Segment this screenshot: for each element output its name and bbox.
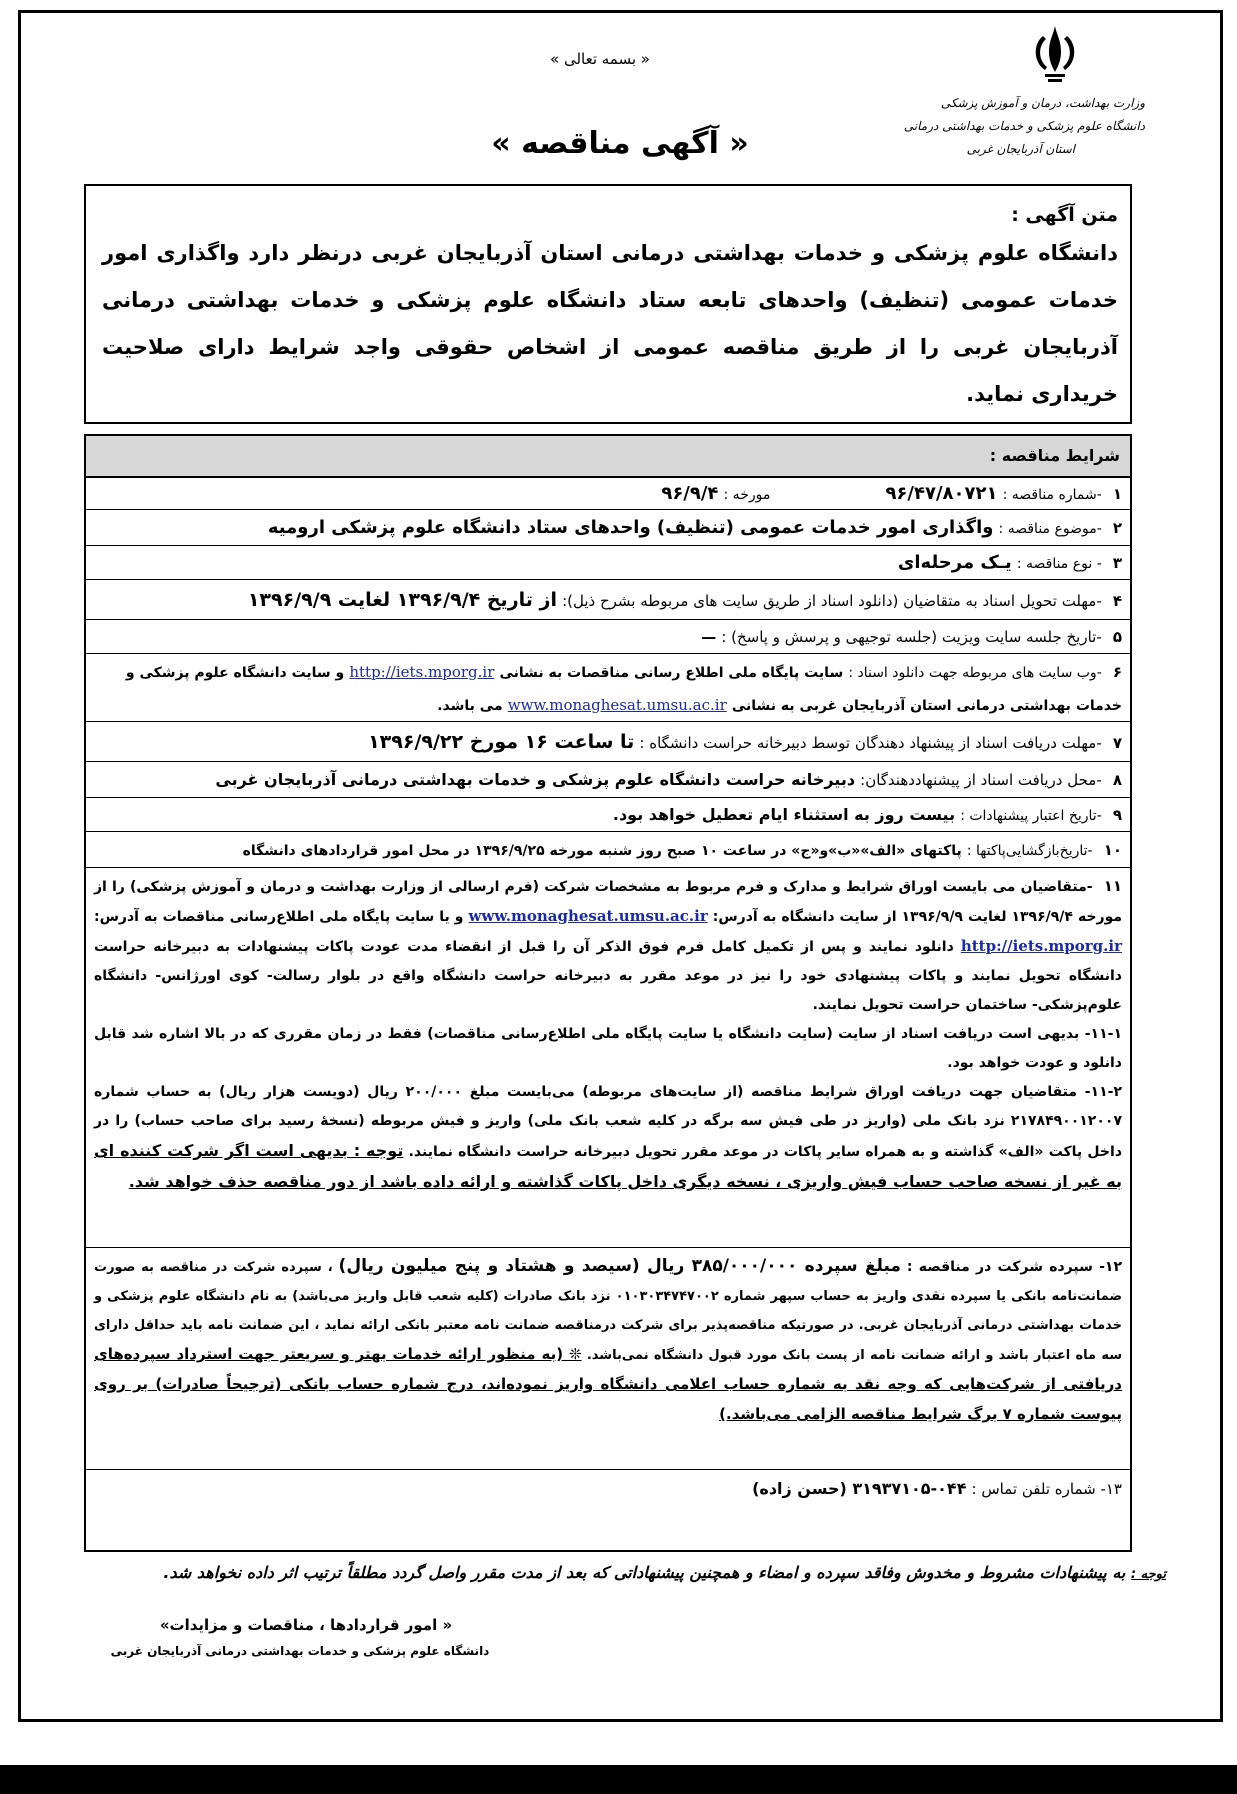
condition-row-12	[86, 1248, 1130, 1470]
submission-place: دبیرخانه حراست دانشگاه علوم پزشکی و خدمات بهداشتی درمانی آذربایجان غربی	[215, 770, 856, 789]
row-label: -تاریخ‌بازگشایی‌پاکتها :	[966, 843, 1093, 859]
row-11-text-a: -متقاضیان می بایست اوراق شرایط و مدارک و فرم مربوط به مشخصات شرکت (فرم ارسالی از وزارت بهداشت و درمان و آموزش پزشکی) را از مورخه ۱۳۹۶/۹/۴ لغایت ۱۳۹۶/۹/۹ از سایت دانشگاه به آدرس:	[94, 879, 1123, 925]
signature-university: دانشگاه علوم پزشکی و خدمات بهداشتی درمانی آذربایجان غربی	[110, 1644, 490, 1658]
row-label: -تاریخ جلسه سایت ویزیت (جلسه توجیهی و پرسش و پاسخ) :	[721, 628, 1102, 646]
condition-row-11	[86, 868, 1130, 1248]
row-11-2-paragraph	[94, 1078, 1122, 1198]
tender-date: ۹۶/۹/۴	[661, 483, 719, 504]
condition-row-10	[86, 832, 1130, 868]
row-label: -شماره مناقصه :	[1002, 487, 1102, 503]
row-11-2-warning: توجه : بدیهی است اگر شرکت کننده ای به غیر از نسخه صاحب حساب فیش واریزی ، نسخه دیگری داخل پاکات گذاشته و ارائه داده باشد از دور مناقصه حذف خواهد شد.	[94, 1141, 1122, 1191]
condition-row-7	[86, 722, 1130, 762]
page-title: « آگهی مناقصه »	[491, 126, 749, 161]
row-11-paragraph-1	[94, 872, 1122, 1020]
offer-validity: بیست روز به استثناء ایام تعطیل خواهد بود.	[612, 805, 956, 824]
download-period: از تاریخ ۱۳۹۶/۹/۴ لغایت ۱۳۹۶/۹/۹	[247, 589, 557, 611]
monaghesat-link[interactable]: www.monaghesat.umsu.ac.ir	[507, 696, 727, 714]
row-label: -محل دریافت اسناد از پیشنهاددهندگان:	[860, 771, 1102, 789]
row-label: -تاریخ اعتبار پیشنهادات :	[960, 808, 1102, 824]
signature-department: « امور قراردادها ، مناقصات و مزایدات»	[159, 1616, 453, 1634]
row-label: -مهلت دریافت اسناد از پیشنهاد دهندگان توسط دبیرخانه حراست دانشگاه :	[639, 734, 1102, 752]
row-number: ۹	[1112, 806, 1122, 824]
tender-number: ۹۶/۴۷/۸۰۷۲۱	[885, 483, 998, 504]
row-number: ۵	[1112, 628, 1122, 646]
date-label: مورخه :	[723, 487, 771, 503]
row-11-2-text: ۱۱-۲- متقاضیان جهت دریافت اوراق شرایط مناقصه (از سایت‌های مربوطه) می‌بایست مبلغ ۲۰۰/۰۰۰ ریال (دویست هزار ریال) به حساب شماره ۲۱۷۸۴۹۰۰۱۲۰۰۷ نزد بانک ملی (واریز در طی فیش سه برگه در کلیه شعب بانک ملی) واریز و فیش مربوطه (نسخهٔ رسید برای صاحب حساب) را در داخل پاکت «الف» گذاشته و به همراه سایر پاکات در موعد مقرر تحویل دبیرخانه حراست دانشگاه نمایند.	[94, 1084, 1122, 1160]
university-site-text: و سایت دانشگاه علوم پزشکی و خدمات بهداشتی درمانی استان آذربایجان غربی به نشانی	[125, 665, 1122, 714]
notice-box	[84, 184, 1132, 424]
row-number: ۱	[1112, 485, 1122, 503]
condition-row-2	[86, 510, 1130, 546]
tender-type: یـک مرحله‌ای	[897, 552, 1012, 573]
row-11-text-b: و یا سایت پایگاه ملی اطلاع‌رسانی مناقصات به آدرس:	[94, 909, 464, 925]
row-label: -وب سایت های مربوطه جهت دانلود اسناد :	[848, 665, 1102, 681]
note-label: توجه :	[1130, 1567, 1166, 1582]
ministry-line-3: استان آذربایجان غربی	[966, 142, 1075, 156]
ministry-line-1: وزارت بهداشت، درمان و آموزش پزشکی	[940, 96, 1145, 110]
site-visit-date: —	[701, 628, 717, 646]
deposit-amount: مبلغ سپرده ۳۸۵/۰۰۰/۰۰۰ ریال (سیصد و هشتاد و پنج میلیون ریال)	[338, 1256, 901, 1276]
iets-link-2[interactable]: http://iets.mporg.ir	[960, 937, 1122, 955]
condition-row-3	[86, 546, 1130, 580]
condition-row-8	[86, 762, 1130, 798]
iets-text: سایت پایگاه ملی اطلاع رسانی مناقصات به نشانی	[499, 665, 844, 681]
row-number: ۴	[1112, 592, 1122, 610]
row-number: ۱۱	[1103, 877, 1123, 895]
row-number: ۸	[1112, 771, 1122, 789]
deposit-refund-note: ❊ (به منظور ارائه خدمات بهتر و سریعتر جهت استرداد سپرده‌های دریافتی از شرکت‌هایی که وجه نقد به شماره حساب اعلامی دانشگاه واریز نموده‌اند، درج شماره حساب بانکی (ترجیحاً صادرات) بر روی پیوست شماره ۷ برگ شرایط مناقصه الزامی می‌باشد.)	[94, 1345, 1122, 1423]
row-number: ۲	[1112, 519, 1122, 537]
iran-emblem-icon	[1023, 22, 1087, 84]
condition-row-6	[86, 654, 1130, 722]
row-label: ۱۳- شماره تلفن تماس :	[971, 1480, 1122, 1498]
condition-row-13	[86, 1470, 1130, 1508]
submission-deadline: تا ساعت ۱۶ مورخ ۱۳۹۶/۹/۲۲	[368, 731, 635, 753]
condition-row-9	[86, 798, 1130, 832]
row-label: -موضوع مناقصه :	[998, 521, 1102, 537]
tender-subject: واگذاری امور خدمات عمومی (تنظیف) واحدهای ستاد دانشگاه علوم پزشکی ارومیه	[267, 517, 994, 538]
condition-row-5	[86, 620, 1130, 654]
footer-note	[66, 1560, 1166, 1588]
opening-time: پاکتهای «الف»«ب»و«ج» در ساعت ۱۰ صبح روز شنبه مورخه ۱۳۹۶/۹/۲۵ در محل امور قراردادهای دانشگاه	[242, 843, 962, 859]
iets-link[interactable]: http://iets.mporg.ir	[349, 663, 495, 681]
bottom-bar	[0, 1765, 1237, 1794]
row-label: - نوع مناقصه :	[1016, 556, 1102, 572]
row-11-text-c: دانلود نمایند و پس از تکمیل کامل فرم فوق الذکر آن را قبل از انقضاء مدت عودت پاکات پیشنهادات به دبیرخانه حراست دانشگاه تحویل نمایند و پاکات پیشنهادی خود را نیز در موعد مقرر به دبیرخانه حراست دانشگاه واقع در بلوار رسالت- کوی اورژانس- دانشگاه علوم‌پزشکی- ساختمان حراست تحویل نمایند.	[94, 939, 1122, 1013]
deposit-details: ، سپرده شرکت در مناقصه به صورت ضمانت‌نامه بانکی یا سپرده نقدی واریز به حساب سپهر شماره ۰۱۰۳۰۳۴۷۴۷۰۰۲ نزد بانک صادرات (کلیه شعب قابل واریز می‌باشد) به نام دانشگاه علوم پزشکی و خدمات بهداشتی درمانی آذربایجان غربی. در صورتیکه مناقصه‌پذیر برای شرکت درمناقصه ضمانت نامه معتبر بانکی ارائه نماید ، این ضمانت نامه باید حداقل دارای سه ماه اعتبار باشد و ارائه ضمانت نامه از پست بانک مورد قبول دانشگاه نمی‌باشد.	[94, 1260, 1123, 1363]
contact-phone: ۰۴۴-۳۱۹۳۷۱۰۵ (حسن زاده)	[752, 1479, 967, 1498]
condition-row-1	[86, 478, 1130, 510]
row-number: ۱۰	[1103, 841, 1122, 859]
notice-label: متن آگهی :	[1011, 204, 1118, 226]
bismillah: « بسمه تعالی »	[550, 50, 650, 68]
row-12-paragraph	[94, 1252, 1122, 1430]
row-number: ۷	[1112, 734, 1122, 752]
note-text: به پیشنهادات مشروط و مخدوش وفاقد سپرده و امضاء و همچنین پیشنهاداتی که بعد از مدت مقرر واصل گردد مطلقاً ترتیب اثر داده نخواهد شد.	[163, 1563, 1126, 1582]
row-number: ۶	[1112, 663, 1122, 681]
row-end-text: می باشد.	[437, 698, 503, 714]
ministry-heading	[815, 92, 1145, 161]
ministry-line-2: دانشگاه علوم پزشکی و خدمات بهداشتی درمانی	[903, 119, 1145, 133]
row-number: ۳	[1112, 554, 1122, 572]
row-label: -مهلت تحویل اسناد به متقاضیان (دانلود اسناد از طریق سایت های مربوطه بشرح ذیل):	[562, 592, 1102, 610]
notice-body: دانشگاه علوم پزشکی و خدمات بهداشتی درمانی استان آذربایجان غربی درنظر دارد واگذاری امور خدمات عمومی (تنظیف) واحدهای تابعه ستاد دانشگاه علوم پزشکی و خدمات بهداشتی درمانی آذربایجان غربی را از طریق مناقصه عمومی از اشخاص حقوقی واجد شرایط دارای صلاحیت خریداری نماید.	[102, 241, 1118, 406]
condition-row-4	[86, 580, 1130, 620]
row-label: ۱۲- سپرده شرکت در مناقصه :	[906, 1259, 1123, 1275]
row-11-1-paragraph: ۱۱-۱- بدیهی است دریافت اسناد از سایت (سایت دانشگاه یا سایت پایگاه ملی اطلاع‌رسانی مناقصات) فقط در زمان مقرری که در بالا اشاره شد قابل دانلود و عودت خواهد بود.	[94, 1026, 1122, 1071]
conditions-table	[84, 434, 1132, 1552]
monaghesat-link-2[interactable]: www.monaghesat.umsu.ac.ir	[468, 907, 708, 925]
conditions-heading: شرایط مناقصه :	[86, 436, 1130, 478]
